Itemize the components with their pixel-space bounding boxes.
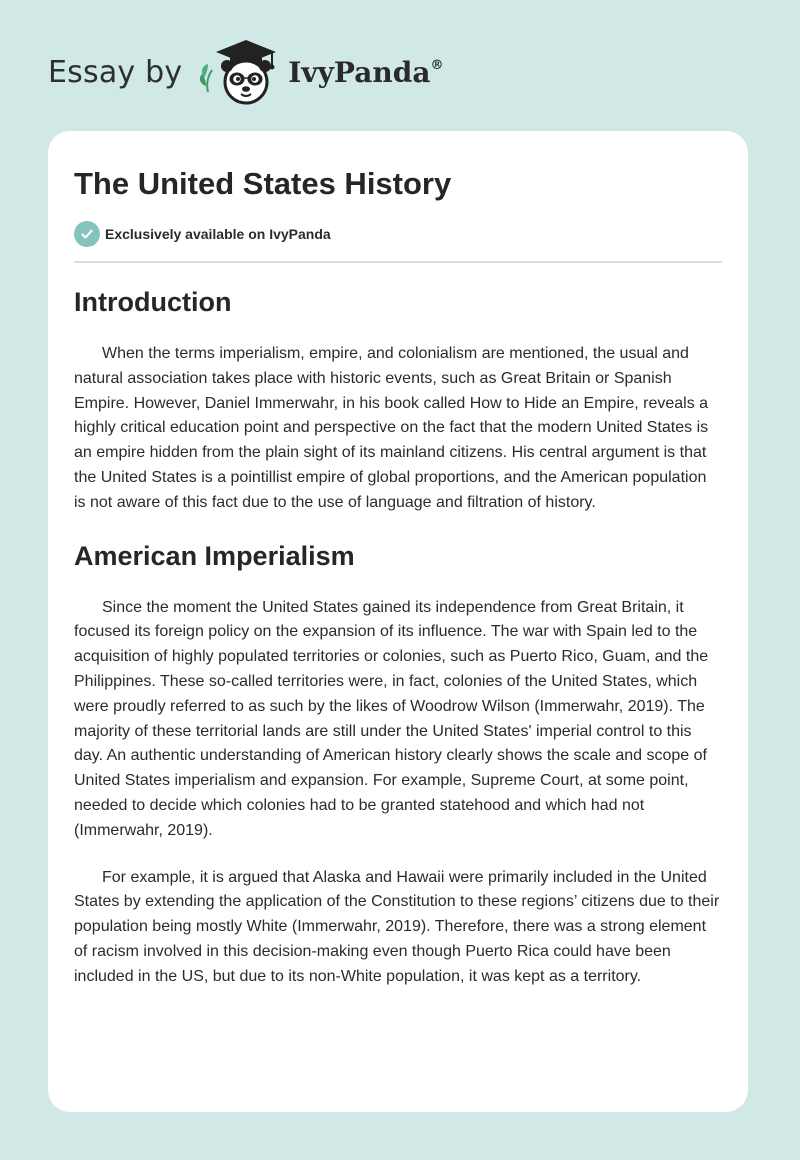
section-heading-american-imperialism: American Imperialism <box>74 540 355 571</box>
essay-by-label: Essay by <box>48 54 183 90</box>
section-heading-introduction: Introduction <box>74 287 232 317</box>
exclusive-badge-text: Exclusively available on IvyPanda <box>105 226 331 242</box>
essay-card <box>48 131 748 1112</box>
article-body <box>74 284 722 1012</box>
ivypanda-logo[interactable] <box>196 34 443 111</box>
paragraph: For example, it is argued that Alaska and Hawaii were primarily included in the United States by extending the application of the Constitution to these regions’ citizens due to their population being mostly White (Immerwahr, 2019). Therefore, there was a strong element of racism involved in this decision-making even though Puerto Rica could have been included in the US, but due to its non-White population, it was kept as a territory. <box>74 868 720 985</box>
page-title: The United States History <box>74 166 452 201</box>
panda-graduate-icon <box>196 34 280 111</box>
brand-name: IvyPanda® <box>288 55 444 89</box>
site-header <box>48 36 443 108</box>
paragraph: Since the moment the United States gained its independence from Great Britain, it focused its foreign policy on the expansion of its influence. The war with Spain led to the acquisition of highly populated territories or colonies, such as Puerto Rico, Guam, and the Philippines. These so-called territories were, in fact, colonies of the United States, which were proudly referred to as such by the likes of Woodrow Wilson (Immerwahr, 2019). The majority of these territorial lands are still under the United States' imperial control to this day. An authentic understanding of American history clearly shows the scale and scope of United States imperialism and expansion. For example, Supreme Court, at some point, needed to decide which colonies had to be granted statehood and which had not (Immerwahr, 2019). <box>74 598 709 839</box>
title-divider <box>74 261 722 263</box>
check-icon <box>74 221 100 247</box>
registered-mark: ® <box>430 57 444 73</box>
paragraph: When the terms imperialism, empire, and colonialism are mentioned, the usual and natural association takes place with historic events, such as Great Britain or Spanish Empire. However, Daniel Immerwahr, in his book called How to Hide an Empire, reveals a highly critical education point and perspective on the fact that the modern United States is an empire hidden from the plain sight of its mainland citizens. His central argument is that the United States is a pointillist empire of global proportions, and the American population is not aware of this fact due to the use of language and filtration of history. <box>74 345 709 511</box>
exclusive-badge <box>74 221 331 247</box>
